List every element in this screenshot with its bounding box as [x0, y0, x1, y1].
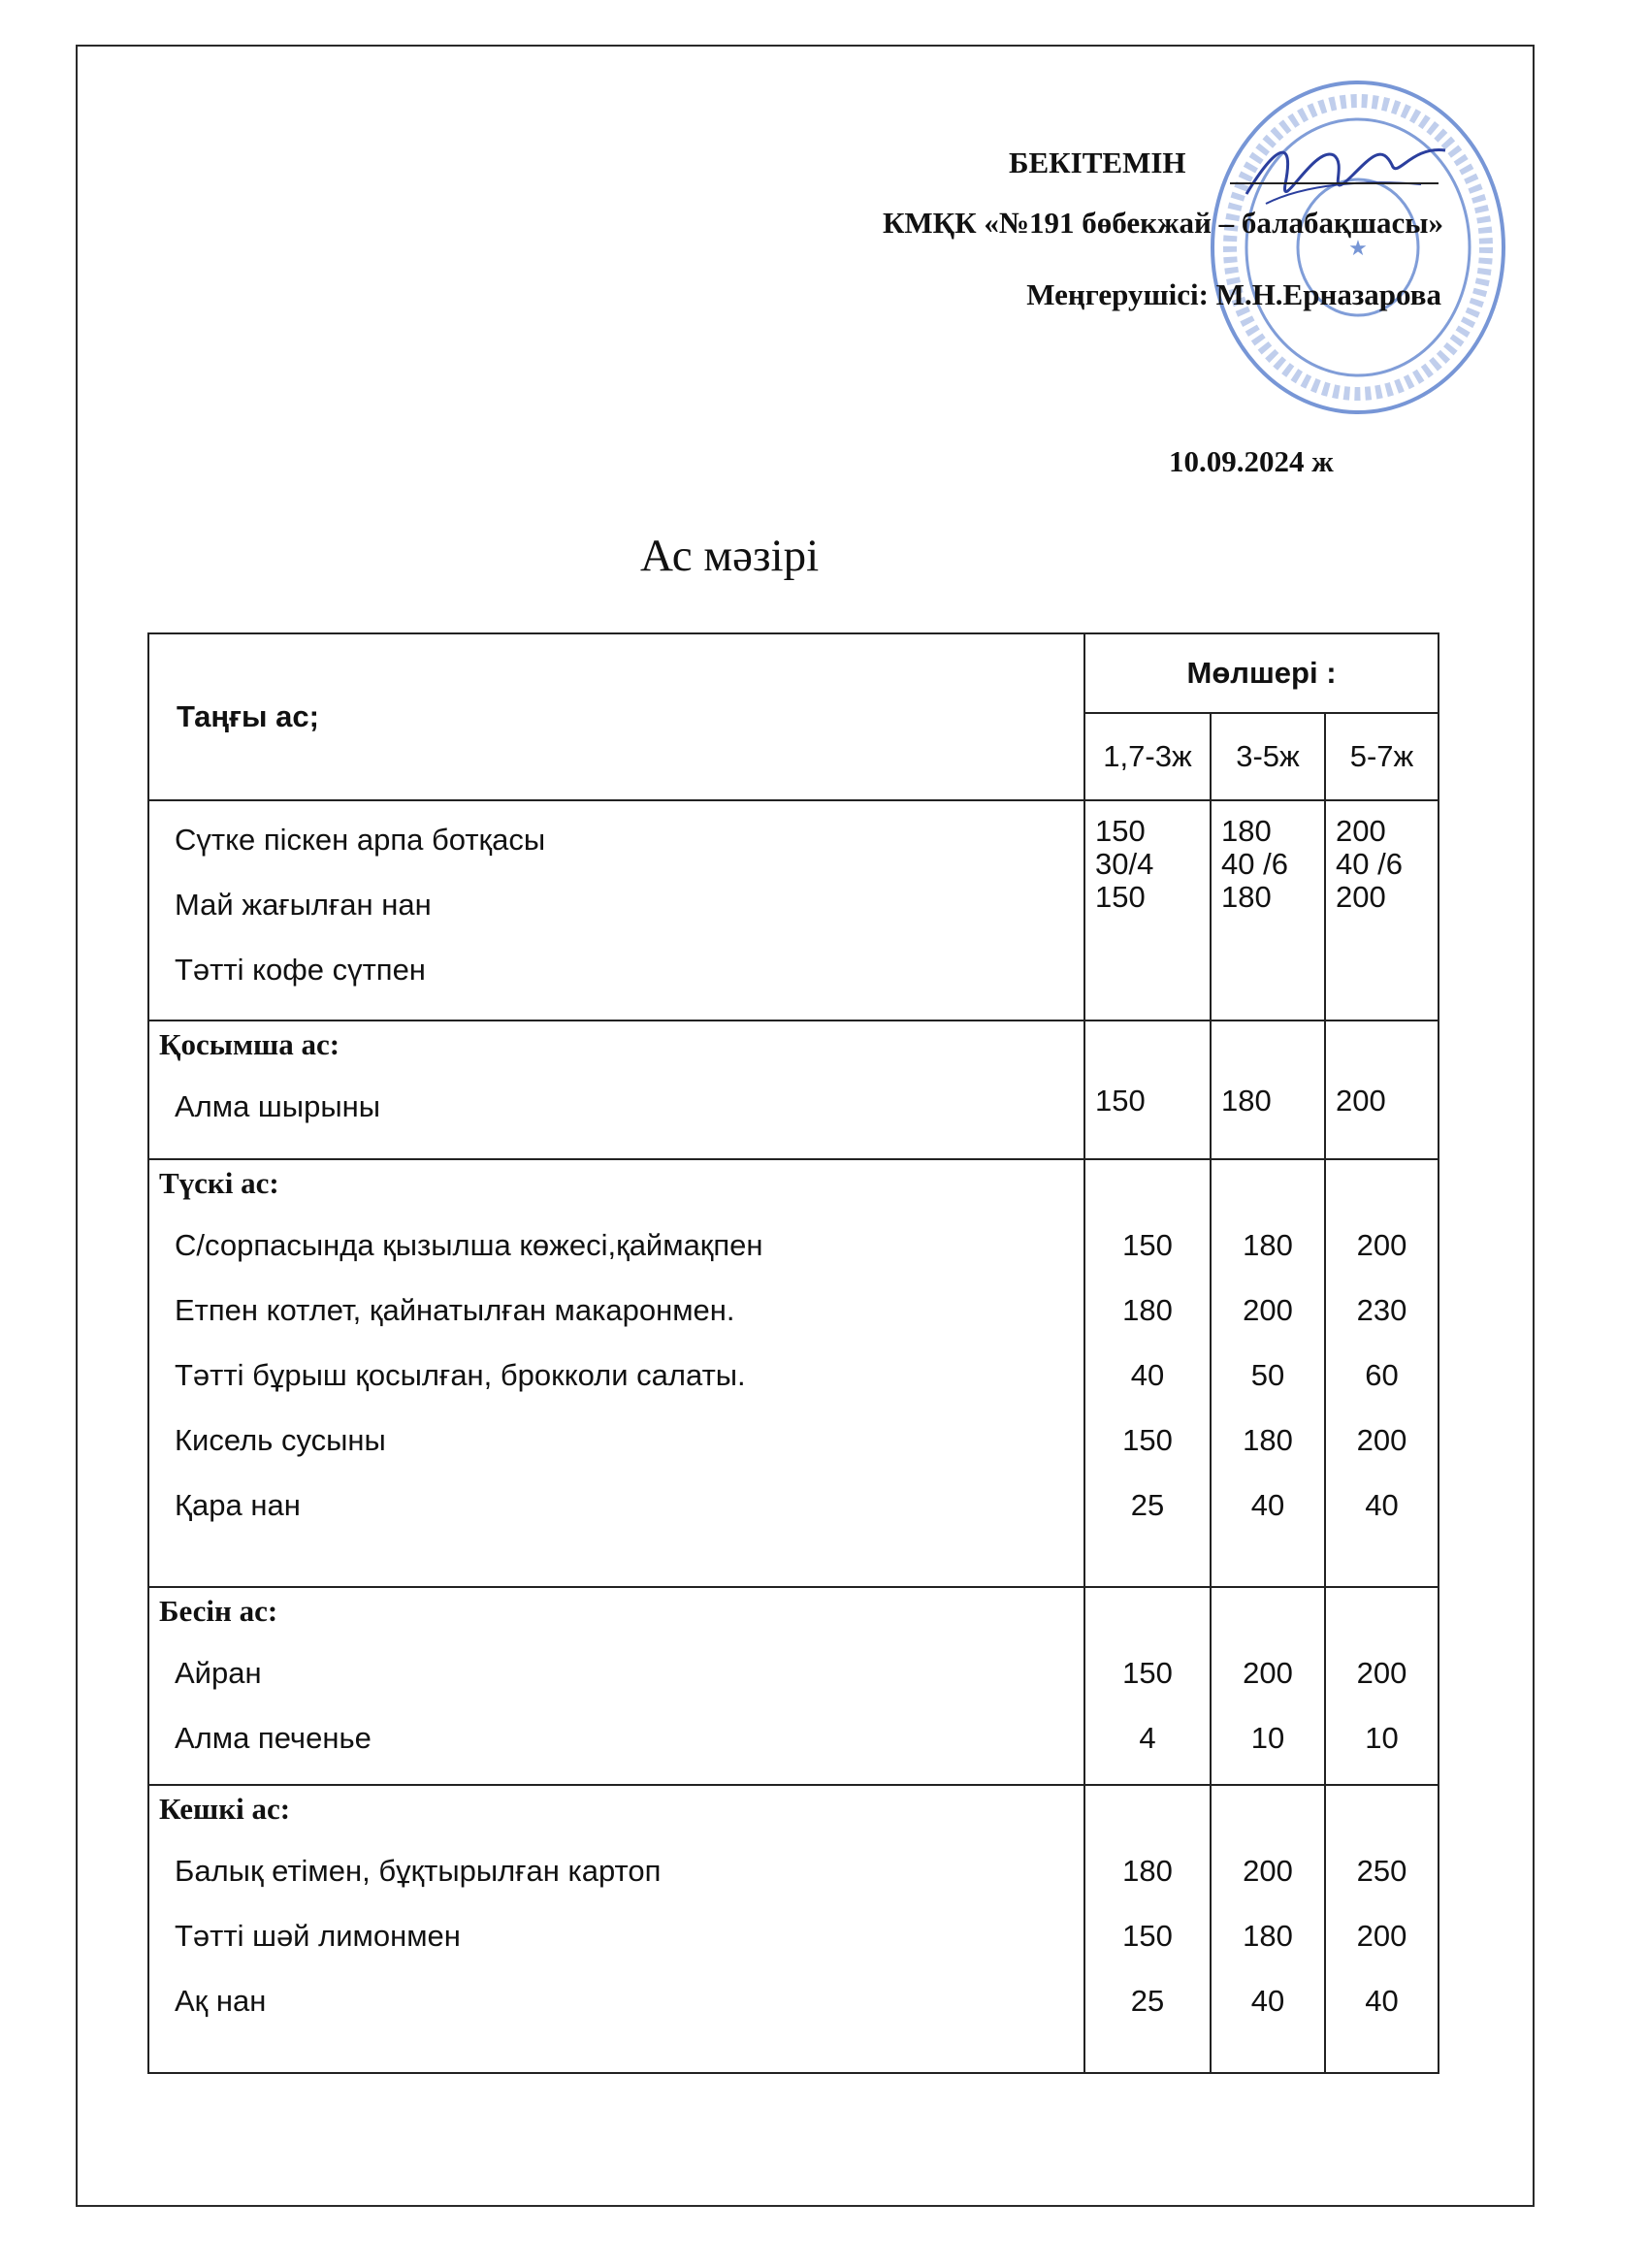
quantity-value: 200: [1356, 1423, 1407, 1457]
dinner-qty-a: [1084, 1785, 1211, 2073]
quantity-value: 10: [1365, 1721, 1399, 1755]
quantity-value: 50: [1250, 1358, 1285, 1392]
list-item: Алма печенье: [175, 1721, 372, 1755]
quantity-value: 40: [1250, 1488, 1285, 1522]
quantity-value: 180: [1221, 1084, 1272, 1118]
age-group: 1,7-3ж: [1084, 713, 1211, 800]
quantity-value: 150: [1095, 880, 1146, 914]
table-header-row: [148, 633, 1439, 713]
afternoon-qty-b: [1211, 1587, 1325, 1785]
lunch-row: [148, 1159, 1439, 1587]
snack-qty-b: [1211, 1021, 1325, 1159]
section-title: Кешкі ас:: [159, 1792, 291, 1826]
quantity-value: 150: [1122, 1919, 1173, 1953]
breakfast-header: Таңғы ас;: [148, 633, 1084, 800]
afternoon-items: [148, 1587, 1084, 1785]
afternoon-row: [148, 1587, 1439, 1785]
quantity-value: 200: [1243, 1854, 1293, 1888]
quantity-value: 200: [1243, 1656, 1293, 1690]
list-item: Ақ нан: [175, 1984, 267, 2018]
quantity-value: 150: [1122, 1423, 1173, 1457]
breakfast-items: [148, 800, 1084, 1021]
quantity-value: 40: [1250, 1984, 1285, 2018]
quantity-value: 150: [1122, 1228, 1173, 1262]
list-item: Қара нан: [175, 1488, 301, 1522]
quantity-value: 40: [1365, 1488, 1399, 1522]
section-title: Түскі ас:: [159, 1166, 279, 1200]
organization-seal-icon: [1203, 73, 1513, 422]
quantity-value: 180: [1221, 814, 1272, 848]
dinner-items: [148, 1785, 1084, 2073]
lunch-qty-c: [1325, 1159, 1439, 1587]
quantity-value: 60: [1365, 1358, 1399, 1392]
lunch-qty-b: [1211, 1159, 1325, 1587]
breakfast-qty-b: [1211, 800, 1325, 1021]
menu-table: [147, 632, 1439, 2074]
list-item: Балық етімен, бұқтырылған картоп: [175, 1854, 662, 1888]
quantity-value: 10: [1250, 1721, 1285, 1755]
page-title: Ас мәзірі: [640, 531, 820, 581]
section-title: Қосымша ас:: [159, 1027, 340, 1061]
quantity-value: 180: [1243, 1919, 1293, 1953]
snack-qty-c: [1325, 1021, 1439, 1159]
quantity-value: 200: [1356, 1919, 1407, 1953]
list-item: Кисель сусыны: [175, 1423, 386, 1457]
quantity-value: 150: [1122, 1656, 1173, 1690]
quantity-value: 180: [1122, 1293, 1173, 1327]
quantity-value: 4: [1139, 1721, 1156, 1755]
quantity-value: 250: [1356, 1854, 1407, 1888]
breakfast-row: [148, 800, 1439, 1021]
quantity-value: 200: [1356, 1228, 1407, 1262]
snack-qty-a: [1084, 1021, 1211, 1159]
quantity-value: 200: [1336, 880, 1386, 914]
snack-items: [148, 1021, 1084, 1159]
organization-name: КМҚК «№191 бөбекжай – балабақшасы»: [882, 206, 1443, 240]
list-item: С/сорпасында қызылша көжесі,қаймақпен: [175, 1228, 763, 1262]
breakfast-qty-c: [1325, 800, 1439, 1021]
lunch-items: [148, 1159, 1084, 1587]
quantity-value: 25: [1130, 1984, 1165, 2018]
lunch-qty-a: [1084, 1159, 1211, 1587]
quantity-value: 200: [1336, 1084, 1386, 1118]
quantity-value: 230: [1356, 1293, 1407, 1327]
quantity-value: 200: [1356, 1656, 1407, 1690]
quantity-value: 40 /6: [1221, 847, 1288, 881]
age-group: 3-5ж: [1211, 713, 1325, 800]
snack-row: [148, 1021, 1439, 1159]
quantity-value: 40: [1365, 1984, 1399, 2018]
quantity-value: 200: [1243, 1293, 1293, 1327]
quantity-value: 30/4: [1095, 847, 1154, 881]
quantity-value: 150: [1095, 814, 1146, 848]
list-item: Етпен котлет, қайнатылған макаронмен.: [175, 1293, 735, 1327]
quantity-value: 180: [1122, 1854, 1173, 1888]
list-item: Тәтті бұрыш қосылған, брокколи салаты.: [175, 1358, 746, 1392]
director-name: Меңгерушісі: М.Н.Ерназарова: [1026, 277, 1441, 311]
signature-line: [1230, 182, 1439, 184]
dinner-qty-b: [1211, 1785, 1325, 2073]
quantity-value: 40: [1130, 1358, 1165, 1392]
quantity-value: 40 /6: [1336, 847, 1403, 881]
list-item: Май жағылған нан: [175, 888, 432, 922]
document-date: 10.09.2024 ж: [1169, 444, 1334, 478]
quantity-value: 150: [1095, 1084, 1146, 1118]
afternoon-qty-a: [1084, 1587, 1211, 1785]
quantity-value: 180: [1243, 1423, 1293, 1457]
list-item: Алма шырыны: [175, 1089, 381, 1123]
afternoon-qty-c: [1325, 1587, 1439, 1785]
quantity-value: 25: [1130, 1488, 1165, 1522]
quantity-header: Мөлшері :: [1084, 633, 1439, 713]
dinner-qty-c: [1325, 1785, 1439, 2073]
list-item: Тәтті шәй лимонмен: [175, 1919, 461, 1953]
quantity-value: 180: [1221, 880, 1272, 914]
list-item: Айран: [175, 1656, 262, 1690]
svg-text:★: ★: [1348, 236, 1368, 260]
dinner-row: [148, 1785, 1439, 2073]
breakfast-qty-a: [1084, 800, 1211, 1021]
age-group: 5-7ж: [1325, 713, 1439, 800]
quantity-value: 180: [1243, 1228, 1293, 1262]
list-item: Сүтке піскен арпа ботқасы: [175, 823, 546, 857]
approval-title: БЕКІТЕМІН: [1009, 146, 1186, 179]
list-item: Тәтті кофе сүтпен: [175, 953, 426, 987]
section-title: Бесін ас:: [159, 1594, 278, 1628]
quantity-value: 200: [1336, 814, 1386, 848]
